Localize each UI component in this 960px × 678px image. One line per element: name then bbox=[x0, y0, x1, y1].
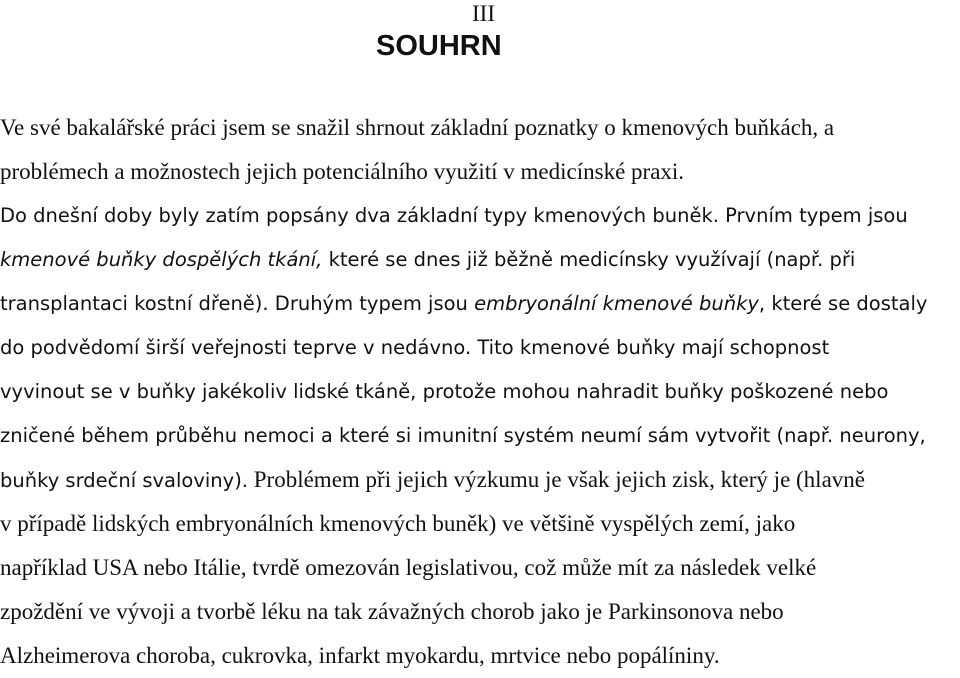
text-line bbox=[0, 238, 960, 282]
page-number: III bbox=[472, 1, 495, 26]
text-segment-italic: kmenové buňky dospělých tkání, bbox=[0, 248, 323, 271]
text-segment: například USA nebo Itálie, tvrdě omezován legislativou, což může mít za následek velké bbox=[0, 555, 817, 580]
text-segment: buňky srdeční svaloviny). bbox=[0, 469, 248, 492]
text-segment: v případě lidských embryonálních kmenových buněk) ve většině vyspělých zemí, jako bbox=[0, 511, 796, 536]
section-heading: SOUHRN bbox=[376, 30, 502, 62]
text-segment: Ve své bakalářské práci jsem se snažil shrnout základní poznatky o kmenových buňkách, a bbox=[0, 115, 835, 140]
text-segment: Do dnešní doby byly zatím popsány dva základní typy kmenových buněk. Prvním typem jsou bbox=[0, 204, 908, 227]
text-line bbox=[0, 590, 960, 634]
text-line bbox=[0, 282, 960, 326]
summary-paragraph bbox=[0, 106, 960, 678]
text-segment: zpoždění ve vývoji a tvorbě léku na tak závažných chorob jako je Parkinsonova nebo bbox=[0, 599, 784, 624]
text-segment: které se dnes již běžně medicínsky využívají (např. při bbox=[322, 248, 856, 271]
text-segment: , které se dostaly bbox=[758, 292, 928, 315]
text-segment: Problémem při jejich výzkumu je však jejich zisk, který je (hlavně bbox=[248, 467, 865, 492]
text-segment: do podvědomí širší veřejnosti teprve v nedávno. Tito kmenové buňky mají schopnost bbox=[0, 336, 830, 359]
text-line bbox=[0, 106, 960, 150]
text-line bbox=[0, 370, 960, 414]
text-segment: vyvinout se v buňky jakékoliv lidské tkáně, protože mohou nahradit buňky poškozené nebo bbox=[0, 380, 889, 403]
text-line bbox=[0, 326, 960, 370]
text-segment: zničené během průběhu nemoci a které si imunitní systém neumí sám vytvořit (např. neurony, bbox=[0, 424, 926, 447]
text-line bbox=[0, 634, 960, 678]
text-segment: Alzheimerova choroba, cukrovka, infarkt myokardu, mrtvice nebo popálíniny. bbox=[0, 643, 720, 668]
text-line bbox=[0, 458, 960, 502]
text-line bbox=[0, 546, 960, 590]
text-line bbox=[0, 502, 960, 546]
text-line bbox=[0, 194, 960, 238]
text-line bbox=[0, 150, 960, 194]
text-segment: transplantaci kostní dřeně). Druhým typem jsou bbox=[0, 292, 475, 315]
text-segment: problémech a možnostech jejich potenciálního využití v medicínské praxi. bbox=[0, 159, 685, 184]
text-line bbox=[0, 414, 960, 458]
text-segment-italic: embryonální kmenové buňky bbox=[474, 292, 759, 315]
